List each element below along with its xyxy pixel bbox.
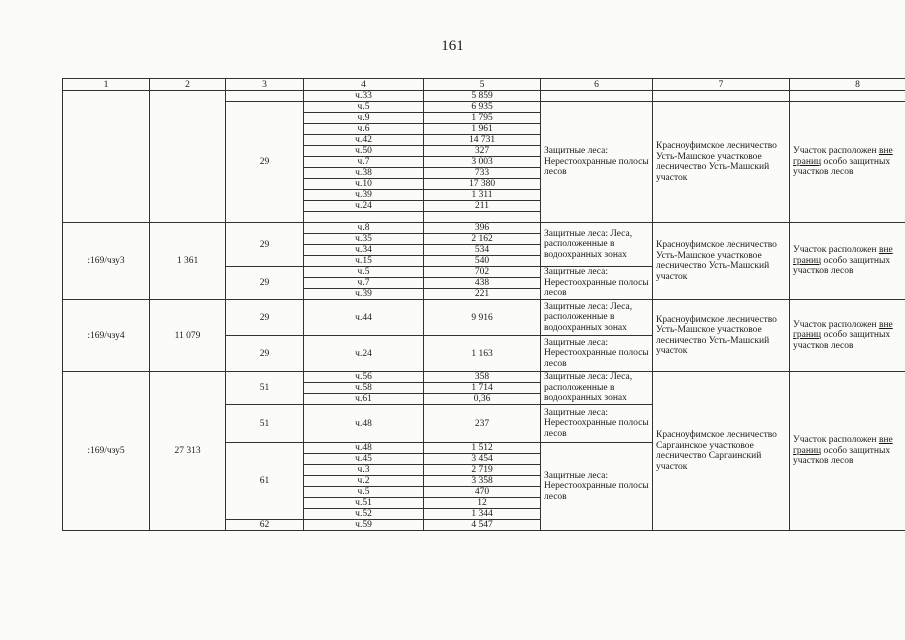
col-header: 7 (653, 79, 790, 91)
note-text: особо защитных участков лесов (793, 255, 891, 277)
plot-area-cell: 27 313 (150, 372, 226, 531)
area-cell: 5 859 (424, 91, 541, 102)
note-text: Участок расположен (793, 146, 879, 157)
part-cell: ч.59 (304, 520, 424, 531)
note-text: особо защитных участков лесов (793, 445, 891, 467)
forestry-cell: Красноуфимское лесничество Усть-Машское участковое лесничество Усть-Машский участок (653, 102, 790, 223)
part-cell: ч.58 (304, 383, 424, 394)
part-cell: ч.42 (304, 135, 424, 146)
part-cell: ч.34 (304, 245, 424, 256)
part-cell: ч.6 (304, 124, 424, 135)
area-cell: 1 344 (424, 509, 541, 520)
area-cell: 237 (424, 405, 541, 443)
page-number: 161 (441, 38, 464, 54)
part-cell: ч.56 (304, 372, 424, 383)
part-cell: ч.48 (304, 405, 424, 443)
area-cell: 1 163 (424, 336, 541, 372)
area-cell: 221 (424, 289, 541, 300)
note-underlined: вне границ (793, 319, 893, 341)
part-cell: ч.8 (304, 223, 424, 234)
area-cell: 3 003 (424, 157, 541, 168)
forestry-cell (653, 91, 790, 102)
category-cell: Защитные леса: Нерестоохранные полосы лесов (541, 405, 653, 443)
quarter-cell: 61 (226, 443, 304, 520)
area-cell: 470 (424, 487, 541, 498)
category-cell: Защитные леса: Нерестоохранные полосы лесов (541, 336, 653, 372)
part-cell: ч.5 (304, 487, 424, 498)
category-cell: Защитные леса: Нерестоохранные полосы лесов (541, 267, 653, 300)
note-cell (790, 91, 905, 102)
quarter-cell: 29 (226, 300, 304, 336)
area-cell: 733 (424, 168, 541, 179)
quarter-cell (226, 91, 304, 102)
note-underlined: вне границ (793, 146, 893, 167)
quarter-cell: 29 (226, 267, 304, 300)
plot-area-cell (150, 91, 226, 223)
category-cell: Защитные леса: Леса, расположенные в водоохранных зонах (541, 223, 653, 267)
plot-cell (63, 91, 150, 223)
col-header: 1 (63, 79, 150, 91)
forest-plots-table (62, 78, 905, 531)
part-cell: ч.50 (304, 146, 424, 157)
forestry-cell: Красноуфимское лесничество Усть-Машское участковое лесничество Усть-Машский участок (653, 223, 790, 300)
note-cell (790, 372, 905, 531)
plot-cell: :169/чзу3 (63, 223, 150, 300)
area-cell: 1 795 (424, 113, 541, 124)
area-cell: 12 (424, 498, 541, 509)
col-header: 6 (541, 79, 653, 91)
forestry-cell: Красноуфимское лесничество Усть-Машское участковое лесничество Усть-Машский участок (653, 300, 790, 372)
quarter-cell: 29 (226, 336, 304, 372)
part-cell: ч.24 (304, 201, 424, 212)
col-header: 5 (424, 79, 541, 91)
category-cell: Защитные леса: Леса, расположенные в водоохранных зонах (541, 300, 653, 336)
plot-cell: :169/чзу5 (63, 372, 150, 531)
area-cell: 211 (424, 201, 541, 212)
area-cell: 327 (424, 146, 541, 157)
category-cell: Защитные леса: Нерестоохранные полосы лесов (541, 102, 653, 223)
note-underlined: вне границ (793, 435, 893, 456)
col-header: 4 (304, 79, 424, 91)
part-cell: ч.5 (304, 102, 424, 113)
area-cell: 4 547 (424, 520, 541, 531)
area-cell: 2 162 (424, 234, 541, 245)
quarter-cell: 29 (226, 223, 304, 267)
part-cell: ч.2 (304, 476, 424, 487)
plot-area-cell: 11 079 (150, 300, 226, 372)
area-cell: 702 (424, 267, 541, 278)
quarter-cell: 51 (226, 372, 304, 405)
part-cell: ч.15 (304, 256, 424, 267)
quarter-cell: 62 (226, 520, 304, 531)
part-cell: ч.35 (304, 234, 424, 245)
table-row (63, 223, 905, 234)
part-cell: ч.24 (304, 336, 424, 372)
area-cell (424, 212, 541, 223)
part-cell: ч.3 (304, 465, 424, 476)
category-cell: Защитные леса: Нерестоохранные полосы лесов (541, 443, 653, 531)
plot-area-cell: 1 361 (150, 223, 226, 300)
quarter-cell: 51 (226, 405, 304, 443)
note-text: Участок расположен (793, 435, 879, 446)
part-cell: ч.7 (304, 278, 424, 289)
part-cell: ч.61 (304, 394, 424, 405)
area-cell: 534 (424, 245, 541, 256)
note-text: особо защитных участков лесов (793, 330, 891, 351)
part-cell: ч.39 (304, 190, 424, 201)
note-cell (790, 223, 905, 300)
area-cell: 1 512 (424, 443, 541, 454)
forestry-cell: Красноуфимское лесничество Саргаинское участковое лесничество Саргаинский участок (653, 372, 790, 531)
area-cell: 1 961 (424, 124, 541, 135)
part-cell: ч.5 (304, 267, 424, 278)
area-cell: 17 380 (424, 179, 541, 190)
header-row (63, 79, 905, 91)
part-cell: ч.33 (304, 91, 424, 102)
category-cell (541, 91, 653, 102)
part-cell: ч.38 (304, 168, 424, 179)
area-cell: 1 714 (424, 383, 541, 394)
area-cell: 6 935 (424, 102, 541, 113)
note-text: особо защитных участков лесов (793, 156, 891, 178)
note-cell (790, 102, 905, 223)
area-cell: 9 916 (424, 300, 541, 336)
area-cell: 2 719 (424, 465, 541, 476)
part-cell: ч.10 (304, 179, 424, 190)
note-text: Участок расположен (793, 319, 879, 330)
area-cell: 1 311 (424, 190, 541, 201)
category-cell: Защитные леса: Леса, расположенные в водоохранных зонах (541, 372, 653, 405)
col-header: 8 (790, 79, 905, 91)
part-cell (304, 212, 424, 223)
table-row (63, 91, 905, 102)
part-cell: ч.9 (304, 113, 424, 124)
part-cell: ч.39 (304, 289, 424, 300)
area-cell: 3 454 (424, 454, 541, 465)
part-cell: ч.52 (304, 509, 424, 520)
area-cell: 438 (424, 278, 541, 289)
part-cell: ч.48 (304, 443, 424, 454)
part-cell: ч.45 (304, 454, 424, 465)
quarter-cell: 29 (226, 102, 304, 223)
plot-cell: :169/чзу4 (63, 300, 150, 372)
area-cell: 14 731 (424, 135, 541, 146)
area-cell: 358 (424, 372, 541, 383)
area-cell: 540 (424, 256, 541, 267)
part-cell: ч.51 (304, 498, 424, 509)
note-underlined: вне границ (793, 245, 893, 266)
area-cell: 0,36 (424, 394, 541, 405)
col-header: 2 (150, 79, 226, 91)
table-row (63, 372, 905, 383)
area-cell: 3 358 (424, 476, 541, 487)
area-cell: 396 (424, 223, 541, 234)
part-cell: ч.7 (304, 157, 424, 168)
part-cell: ч.44 (304, 300, 424, 336)
table-row (63, 300, 905, 336)
note-text: Участок расположен (793, 245, 879, 256)
note-cell (790, 300, 905, 372)
col-header: 3 (226, 79, 304, 91)
